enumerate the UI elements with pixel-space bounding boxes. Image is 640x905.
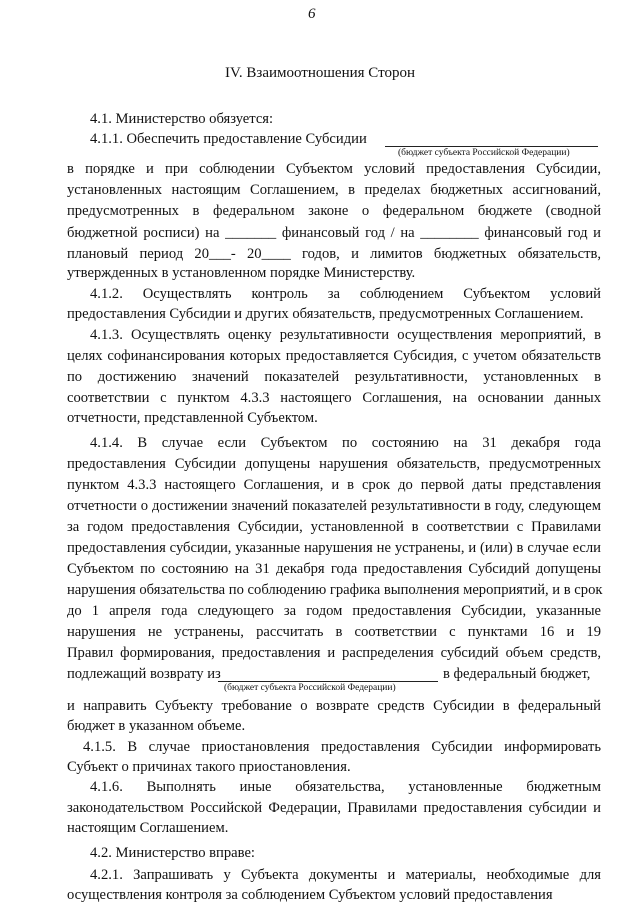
text-line: настоящим Соглашением. bbox=[67, 820, 229, 836]
text-line: 4.1.1. Обеспечить предоставление Субсидии bbox=[90, 131, 367, 147]
text-line: 4.1. Министерство обязуется: bbox=[90, 111, 274, 127]
text-line: 4.2. Министерство вправе: bbox=[90, 845, 255, 861]
text-line: осуществления контроля за соблюдением Субъектом условий предоставления bbox=[67, 887, 553, 903]
text-line: целях софинансирования которых предоставляется Субсидия, с учетом обязательств bbox=[67, 348, 601, 364]
text-line: 4.2.1. Запрашивать у Субъекта документы и материалы, необходимые для bbox=[90, 867, 601, 883]
field-caption: (бюджет субъекта Российской Федерации) bbox=[224, 683, 396, 693]
text-line: предусмотренных в федеральном законе о федеральном бюджете (сводной bbox=[67, 203, 601, 219]
text-line: до 1 апреля года следующего за годом предоставления Субсидии, указанные bbox=[67, 603, 601, 619]
text-line: Субъект о причинах такого приостановления. bbox=[67, 759, 351, 775]
text-line: пунктом 4.3.3 настоящего Соглашения, и в срок до первой даты представления bbox=[67, 477, 601, 493]
text-line: предоставления Субсидии допущены нарушения обязательств, предусмотренных bbox=[67, 456, 601, 472]
text-line: Правил формирования, предоставления и распределения субсидий объем средств, bbox=[67, 645, 601, 661]
text-line: в порядке и при соблюдении Субъектом условий предоставления Субсидии, bbox=[67, 161, 601, 177]
field-caption: (бюджет субъекта Российской Федерации) bbox=[398, 148, 570, 158]
text-line: 4.1.3. Осуществлять оценку результативности осуществления мероприятий, в bbox=[90, 327, 601, 343]
text-line: плановый период 20___- 20____ годов, и лимитов бюджетных обязательств, bbox=[67, 246, 601, 262]
text-line: нарушения обязательства по соблюдению графика выполнения мероприятий, и в срок bbox=[67, 582, 603, 598]
blank-field-rule bbox=[218, 681, 438, 682]
text-line: законодательством Российской Федерации, Правилами предоставления субсидии и bbox=[67, 800, 601, 816]
blank-field-rule bbox=[385, 146, 598, 147]
section-title: IV. Взаимоотношения Сторон bbox=[225, 65, 415, 81]
page-number: 6 bbox=[308, 6, 317, 22]
text-line: предоставления субсидии, указанные нарушения не устранены, и (или) в случае если bbox=[67, 540, 601, 556]
text-line: 4.1.5. В случае приостановления предоставления Субсидии информировать bbox=[83, 739, 601, 755]
text-line: соответствии с пунктом 4.3.3 настоящего Соглашения, на основании данных bbox=[67, 390, 601, 406]
text-line: 4.1.2. Осуществлять контроль за соблюдением Субъектом условий bbox=[90, 286, 601, 302]
text-line: отчетности, представленной Субъектом. bbox=[67, 410, 318, 426]
text-line: предоставления Субсидии и других обязательств, предусмотренных Соглашением. bbox=[67, 306, 584, 322]
text-line: бюджетной росписи) на _______ финансовый год / на ________ финансовый год и bbox=[67, 225, 601, 241]
text-line: по достижению значений показателей результативности, установленных в bbox=[67, 369, 601, 385]
text-line: Субъектом по состоянию на 31 декабря года предоставления Субсидий допущены bbox=[67, 561, 601, 577]
text-line: 4.1.4. В случае если Субъектом по состоянию на 31 декабря года bbox=[90, 435, 601, 451]
text-line: бюджет в указанном объеме. bbox=[67, 718, 246, 734]
text-line: в федеральный бюджет, bbox=[443, 666, 591, 682]
text-line: нарушения не устранены, рассчитать в соответствии с пунктами 16 и 19 bbox=[67, 624, 601, 640]
text-line: подлежащий возврату из bbox=[67, 666, 221, 682]
text-line: отчетности о достижении значений показателей результативности в году, следующем bbox=[67, 498, 601, 514]
text-line: 4.1.6. Выполнять иные обязательства, установленные бюджетным bbox=[90, 779, 601, 795]
text-line: утвержденных в установленном порядке Министерству. bbox=[67, 265, 416, 281]
text-line: установленных настоящим Соглашением, в пределах бюджетных ассигнований, bbox=[67, 182, 601, 198]
text-line: и направить Субъекту требование о возврате средств Субсидии в федеральный bbox=[67, 698, 601, 714]
text-line: за годом предоставления Субсидии, установленной в соответствии с Правилами bbox=[67, 519, 601, 535]
